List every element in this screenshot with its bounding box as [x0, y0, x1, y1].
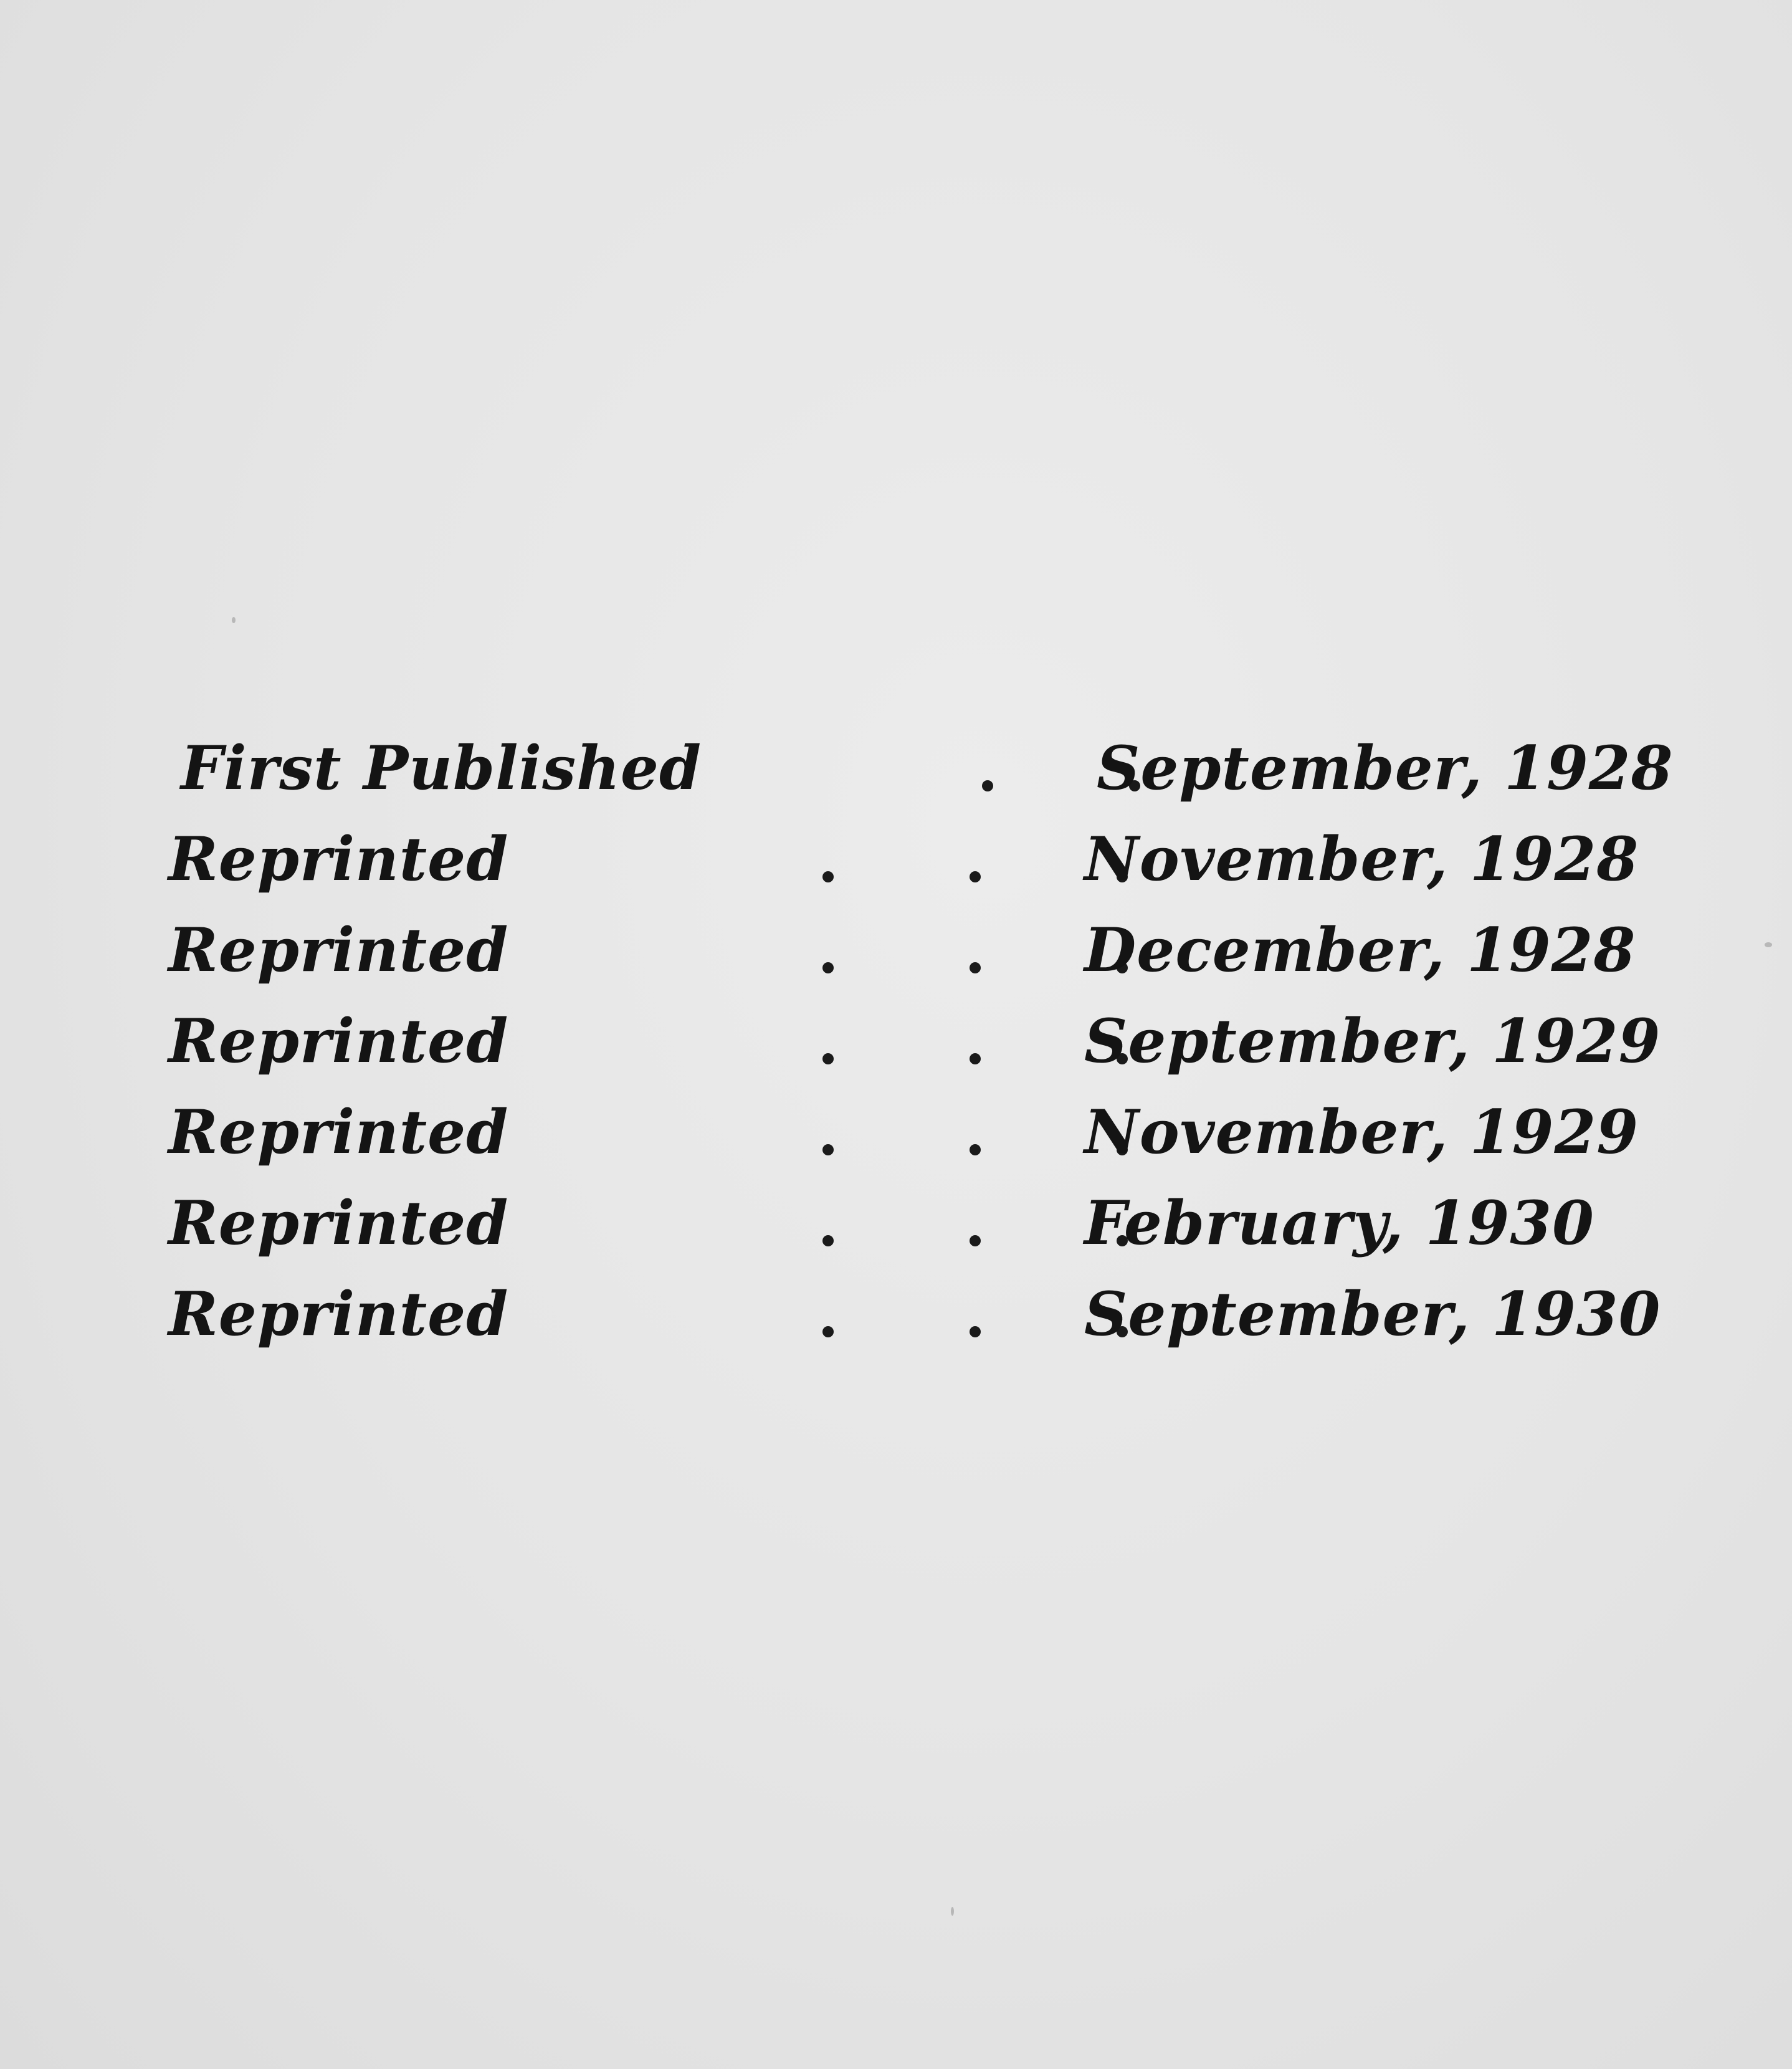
leader-dot — [822, 1235, 834, 1246]
leader-dot — [982, 780, 993, 791]
imprint-label: Reprinted — [168, 1279, 509, 1349]
imprint-date: December, 1928 — [1084, 915, 1636, 985]
leader-dot — [822, 871, 834, 882]
paper-speck — [951, 1907, 954, 1916]
leader-dot — [970, 1326, 981, 1337]
leader-dot — [822, 1326, 834, 1337]
imprint-label: First Published — [181, 733, 702, 803]
imprint-date: February, 1930 — [1084, 1188, 1594, 1258]
leader-dot — [822, 962, 834, 973]
imprint-row — [168, 905, 1636, 996]
leader-dots — [517, 814, 1128, 882]
leader-dot — [970, 1053, 981, 1064]
imprint-label: Reprinted — [168, 1006, 509, 1076]
imprint-history — [168, 723, 1674, 1360]
imprint-date: September, 1928 — [1097, 733, 1674, 803]
leader-dot — [822, 1144, 834, 1155]
imprint-date: September, 1929 — [1084, 1006, 1661, 1076]
imprint-row — [168, 1269, 1661, 1360]
imprint-row — [168, 996, 1661, 1087]
imprint-date: November, 1928 — [1084, 824, 1639, 894]
imprint-date: November, 1929 — [1084, 1097, 1639, 1167]
leader-dots — [517, 905, 1128, 973]
leader-dot — [970, 871, 981, 882]
imprint-row — [168, 1178, 1601, 1269]
imprint-date: September, 1930 — [1084, 1279, 1661, 1349]
leader-dot — [970, 1144, 981, 1155]
leader-dots — [642, 723, 1140, 791]
paper-speck — [232, 617, 236, 623]
leader-dots — [517, 1269, 1128, 1337]
leader-dots — [517, 1087, 1128, 1155]
imprint-row — [181, 723, 1674, 814]
leader-dots — [517, 996, 1128, 1064]
imprint-label: Reprinted — [168, 1097, 509, 1167]
leader-dot — [970, 1235, 981, 1246]
imprint-label: Reprinted — [168, 915, 509, 985]
imprint-label: Reprinted — [168, 1188, 509, 1258]
leader-dot — [970, 962, 981, 973]
imprint-row — [168, 814, 1639, 905]
leader-dot — [822, 1053, 834, 1064]
imprint-label: Reprinted — [168, 824, 509, 894]
paper-speck — [1765, 942, 1772, 947]
imprint-row — [168, 1087, 1639, 1178]
leader-dots — [517, 1178, 1128, 1246]
